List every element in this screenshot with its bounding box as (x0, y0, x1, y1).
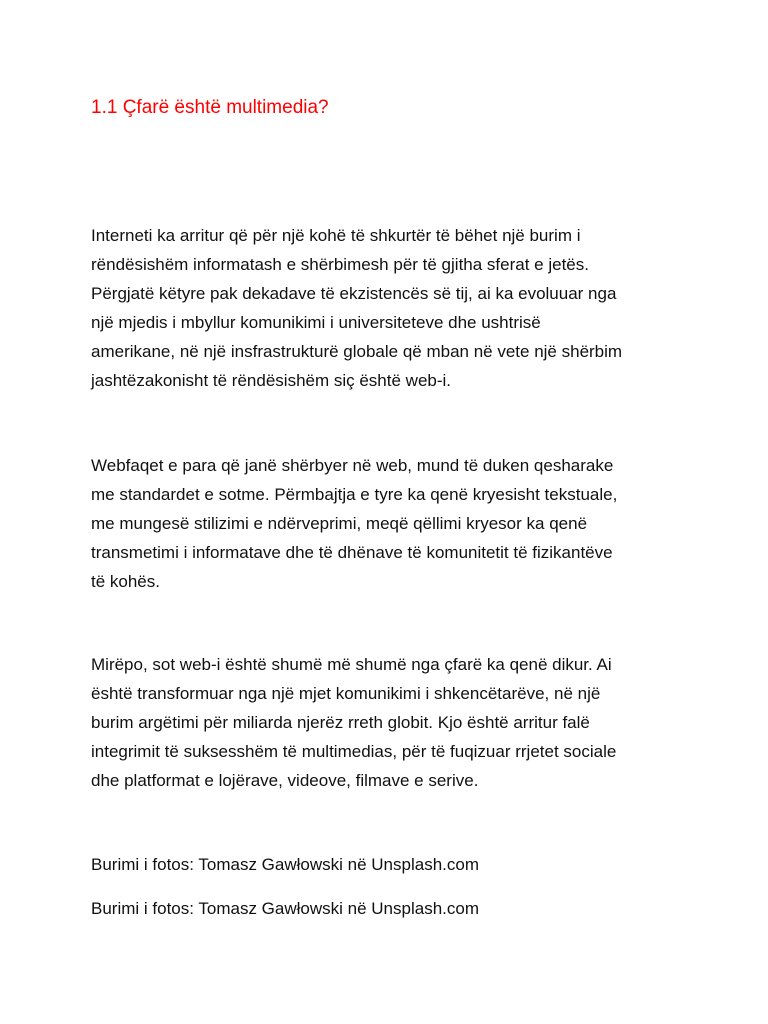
paragraph-line: dhe platformat e lojërave, videove, filmave e serive. (91, 771, 479, 790)
paragraph-line: amerikane, në një insfrastrukturë globale që mban në vete një shërbim (91, 342, 623, 361)
photo-credit: Burimi i fotos: Tomasz Gawłowski në Unsplash.com (91, 855, 479, 874)
paragraph-line: burim argëtimi për miliarda njerëz rreth globit. Kjo është arritur falë (91, 713, 590, 732)
paragraph-intro (91, 221, 711, 395)
section-heading: 1.1 Çfarë është multimedia? (91, 97, 329, 118)
paragraph-line: të kohës. (91, 572, 160, 591)
paragraph-early-web (91, 451, 711, 596)
photo-credit: Burimi i fotos: Tomasz Gawłowski në Unsplash.com (91, 899, 479, 918)
paragraph-line: Mirëpo, sot web-i është shumë më shumë nga çfarë ka qenë dikur. Ai (91, 655, 612, 674)
paragraph-line: integrimit të suksesshëm të multimedias, për të fuqizuar rrjetet sociale (91, 742, 617, 761)
paragraph-line: një mjedis i mbyllur komunikimi i universiteteve dhe ushtrisë (91, 313, 541, 332)
paragraph-line: me standardet e sotme. Përmbajtja e tyre ka qenë kryesisht tekstuale, (91, 485, 618, 504)
paragraph-line: Webfaqet e para që janë shërbyer në web, mund të duken qesharake (91, 456, 614, 475)
paragraph-line: transmetimi i informatave dhe të dhënave të komunitetit të fizikantëve (91, 543, 613, 562)
paragraph-line: është transformuar nga një mjet komunikimi i shkencëtarëve, në një (91, 684, 601, 703)
paragraph-line: Përgjatë këtyre pak dekadave të ekzistencës së tij, ai ka evoluuar nga (91, 284, 617, 303)
paragraph-line: jashtëzakonisht të rëndësishëm siç është web-i. (91, 371, 452, 390)
paragraph-line: me mungesë stilizimi e ndërveprimi, meqë qëllimi kryesor ka qenë (91, 514, 588, 533)
paragraph-line: rëndësishëm informatash e shërbimesh për të gjitha sferat e jetës. (91, 255, 589, 274)
paragraph-modern-web (91, 650, 711, 795)
paragraph-line: Interneti ka arritur që për një kohë të shkurtër të bëhet një burim i (91, 226, 581, 245)
